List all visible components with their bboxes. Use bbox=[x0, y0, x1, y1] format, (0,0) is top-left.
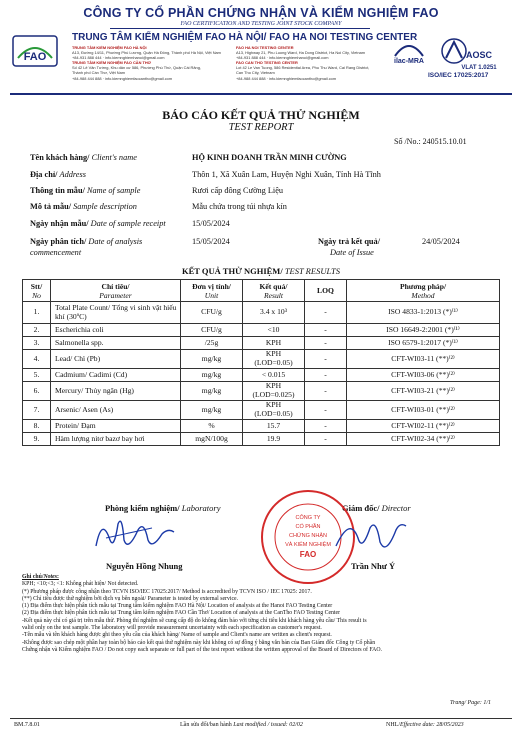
table-row bbox=[23, 382, 500, 401]
field-label-en: Name of sample bbox=[86, 186, 141, 195]
field-value-analysis: 15/05/2024 bbox=[192, 237, 230, 246]
cell-unit: % bbox=[181, 420, 243, 433]
cell-unit: CFU/g bbox=[181, 302, 243, 324]
header-method bbox=[347, 280, 500, 302]
revision-label-en: Last modified / issued: bbox=[233, 722, 288, 728]
stamp-center-line: VÀ KIỂM NGHIỆM bbox=[285, 542, 331, 548]
cell-method: ISO 6579-1:2017 (*)⁽¹⁾ bbox=[347, 337, 500, 350]
right-address-line: FAO HA NOI TESTING CENTER bbox=[236, 45, 294, 50]
header-unit bbox=[181, 280, 243, 302]
cell-result: KPH (LOD=0.05) bbox=[243, 401, 305, 420]
right-address-line: Can Tho City, Vietnam bbox=[236, 70, 275, 76]
cell-parameter: Protein/ Đạm bbox=[51, 420, 181, 433]
field-value-sample-name: Rươi cấp đông Cường Liệu bbox=[192, 186, 284, 195]
cell-loq: - bbox=[305, 401, 347, 420]
field-label-vn: Ngày phân tích/ bbox=[30, 237, 87, 246]
header-no bbox=[23, 280, 51, 302]
header-en: Result bbox=[264, 290, 283, 300]
right-address-line: +84-931 888 444 · info.kiemnghiemhanoi@gmail.com bbox=[236, 55, 329, 61]
header-en: Parameter bbox=[99, 290, 132, 300]
cell-result: KPH bbox=[243, 337, 305, 350]
field-label-en: Date of sample receipt bbox=[90, 219, 166, 228]
sig-label-en: Director bbox=[381, 503, 411, 513]
table-header-row bbox=[23, 280, 500, 302]
aosc-logo-icon bbox=[432, 36, 498, 76]
sig-label-vn: Phòng kiểm nghiệm/ bbox=[105, 503, 180, 513]
note-line: KPH; <10;<3; <1: Không phát hiện/ Not detected. bbox=[22, 581, 139, 588]
field-label-en: commencement bbox=[30, 248, 82, 257]
cell-result: 15.7 bbox=[243, 420, 305, 433]
left-address-line: Thành phố Cần Thơ, Việt Nam bbox=[72, 70, 126, 76]
field-label-analysis-cont bbox=[30, 248, 81, 257]
cell-parameter: Arsenic/ Asen (As) bbox=[51, 401, 181, 420]
table-row bbox=[23, 369, 500, 382]
cell-method: CFT-WI03-01 (**)⁽²⁾ bbox=[347, 401, 500, 420]
table-row bbox=[23, 420, 500, 433]
cell-loq: - bbox=[305, 302, 347, 324]
cell-unit: /25g bbox=[181, 337, 243, 350]
cell-method: CFT-WI03-06 (**)⁽²⁾ bbox=[347, 369, 500, 382]
header-vn: LOQ bbox=[317, 286, 334, 295]
cell-loq: - bbox=[305, 382, 347, 401]
header-parameter bbox=[51, 280, 181, 302]
cell-no: 8. bbox=[23, 420, 51, 433]
cell-parameter: Salmonella spp. bbox=[51, 337, 181, 350]
field-label-en: Address bbox=[59, 170, 86, 179]
right-address-block bbox=[236, 45, 369, 81]
cell-unit: mgN/100g bbox=[181, 433, 243, 446]
cell-loq: - bbox=[305, 433, 347, 446]
table-row bbox=[23, 324, 500, 337]
note-line: (1) Địa điểm thực hiện phân tích mẫu tại Trung tâm kiểm nghiệm FAO Hà Nội/ Location of analysis at the Hanoi FAO Testing Center bbox=[22, 603, 333, 610]
field-label-en: Date of analysis bbox=[88, 237, 143, 246]
cell-parameter: Mercury/ Thủy ngân (Hg) bbox=[51, 382, 181, 401]
notes-heading-en: Notes bbox=[43, 574, 57, 580]
table-row bbox=[23, 337, 500, 350]
field-label-vn: Tên khách hàng/ bbox=[30, 153, 90, 162]
left-address-line: TRUNG TÂM KIỂM NGHIỆM FAO CẦN THƠ bbox=[72, 60, 151, 66]
field-label-en: Sample description bbox=[73, 202, 137, 211]
left-address-line: +84-988 444 888 · info.kiemnghiemfaocantho@gmail.com bbox=[72, 75, 173, 81]
cell-no: 3. bbox=[23, 337, 51, 350]
notes-heading-vn: Ghi chú/ bbox=[22, 574, 44, 580]
director-handwritten-signature bbox=[330, 512, 410, 562]
cell-parameter: Lead/ Chì (Pb) bbox=[51, 350, 181, 369]
ilac-mra-logo-icon bbox=[392, 38, 426, 68]
field-value-address: Thôn 1, Xã Xuân Lam, Huyện Nghi Xuân, Tỉnh Hà Tĩnh bbox=[192, 170, 381, 179]
header-en: Method bbox=[411, 290, 435, 300]
right-address-line: +84-988 444 888 · info.kiemnghiemfaocantho@gmail.com bbox=[236, 75, 337, 81]
director-name: Trần Như Ý bbox=[351, 561, 396, 571]
cell-method: CFT-WI02-11 (**)⁽²⁾ bbox=[347, 420, 500, 433]
lab-handwritten-signature bbox=[88, 510, 178, 558]
page-number: Trang/ Page: 1/1 bbox=[450, 700, 492, 706]
field-label-vn: Ngày nhận mẫu/ bbox=[30, 219, 89, 228]
cell-result: < 0.015 bbox=[243, 369, 305, 382]
cell-method: CFT-WI03-21 (**)⁽²⁾ bbox=[347, 382, 500, 401]
cell-unit: mg/kg bbox=[181, 350, 243, 369]
field-label-vn: Thông tin mẫu/ bbox=[30, 186, 85, 195]
cell-loq: - bbox=[305, 420, 347, 433]
cell-no: 6. bbox=[23, 382, 51, 401]
header-divider bbox=[10, 93, 512, 95]
header-vn: Kết quả/ bbox=[259, 281, 288, 291]
cell-loq: - bbox=[305, 350, 347, 369]
cell-loq: - bbox=[305, 337, 347, 350]
table-row bbox=[23, 350, 500, 369]
field-label-analysis bbox=[30, 237, 142, 246]
right-address-line: Lot 42 Le Van Tuong, 586 Residential Area, Phu Thu Ward, Cai Rang District, bbox=[236, 65, 370, 71]
cell-unit: mg/kg bbox=[181, 382, 243, 401]
sig-label-en: Laboratory bbox=[181, 503, 221, 513]
cell-parameter: Hàm lượng nitơ bazơ bay hơi bbox=[51, 433, 181, 446]
cell-no: 2. bbox=[23, 324, 51, 337]
revision-info bbox=[180, 722, 303, 728]
revision-value: 02/02 bbox=[289, 722, 303, 728]
field-label-vn: Địa chỉ/ bbox=[30, 170, 58, 179]
field-label-sample-name bbox=[30, 186, 140, 195]
cell-no: 5. bbox=[23, 369, 51, 382]
header-loq bbox=[305, 280, 347, 302]
note-line: Chứng nhận và Kiểm nghiệm FAO / Do not copy each separate or full part of the test report without the written approval of the Board of Directors of FAO. bbox=[22, 646, 382, 653]
stamp-center-line: CỔ PHẦN bbox=[295, 524, 321, 530]
field-value-issue: 24/05/2024 bbox=[422, 237, 460, 246]
form-code: BM.7.8.01 bbox=[14, 722, 40, 728]
effective-label-vn: NHL/ bbox=[386, 722, 400, 728]
left-address-line: TRUNG TÂM KIỂM NGHIỆM FAO HÀ NỘI bbox=[72, 45, 147, 50]
effective-date bbox=[386, 722, 464, 728]
note-line: (**) Chỉ tiêu được thử nghiệm bởi dịch vụ bên ngoài/ Parameter is tested by external service. bbox=[22, 595, 239, 602]
field-value-client: HỘ KINH DOANH TRẦN MINH CƯỜNG bbox=[192, 153, 347, 162]
cell-parameter: Total Plate Count/ Tổng vi sinh vật hiếu khí (30ºC) bbox=[51, 302, 181, 324]
notes-heading: Ghi chú/Notes: bbox=[22, 574, 59, 580]
cell-method: CFT-WI02-34 (**)⁽²⁾ bbox=[347, 433, 500, 446]
results-title-vn: KẾT QUẢ THỬ NGHIỆM/ bbox=[182, 266, 283, 276]
right-address-line: A13, Highway 21, Phu Luong Ward, Ha Dong District, Ha Noi City, Vietnam bbox=[236, 50, 366, 56]
note-line: -Tên mẫu và tên khách hàng được ghi theo yêu cầu của khách hàng/ Name of sample and Client's name are written as client's request. bbox=[22, 632, 332, 639]
footer-divider bbox=[10, 718, 512, 719]
field-label-issue-en bbox=[330, 248, 374, 257]
revision-label-vn: Lần sửa đổi/ban hành bbox=[180, 722, 232, 728]
note-line: -Không được sao chép một phần hay toàn bộ báo cáo kết quả thử nghiệm này khi không có sự đồng ý bằng văn bản của Ban Giám đốc Công ty Cổ phần bbox=[22, 639, 376, 646]
left-address-line: A13, Đường 14/11, Phường Phú Lương, Quận Hà Đông, Thành phố Hà Nội, Việt Nam bbox=[72, 50, 221, 56]
cell-unit: mg/kg bbox=[181, 401, 243, 420]
vlat-code: VLAT 1.0251 bbox=[461, 65, 497, 71]
cell-method: ISO 16649-2:2001 (*)⁽¹⁾ bbox=[347, 324, 500, 337]
cell-loq: - bbox=[305, 324, 347, 337]
results-section-title bbox=[0, 266, 522, 276]
company-name-en: FAO CERTIFICATION AND TESTING JOINT STOCK COMPANY bbox=[180, 21, 342, 27]
cell-parameter: Escherichia coli bbox=[51, 324, 181, 337]
report-subtitle: TEST REPORT bbox=[228, 122, 294, 133]
stamp-center-line: CHỨNG NHẬN bbox=[288, 533, 328, 539]
field-label-client bbox=[30, 153, 137, 162]
left-address-line: +84-931 888 444 · info.kiemnghiemhanoi@gmail.com bbox=[72, 55, 165, 61]
table-row bbox=[23, 302, 500, 324]
field-label-receipt bbox=[30, 219, 166, 228]
header-vn: Chỉ tiêu/ bbox=[101, 281, 130, 291]
left-address-line: Số 42 Lê Văn Tường, Khu dân cư 586, Phường Phú Thứ, Quận Cái Răng, bbox=[72, 65, 201, 71]
cell-method: ISO 4833-1:2013 (*)⁽¹⁾ bbox=[347, 302, 500, 324]
field-value-description: Mẫu chứa trong túi nhựa kín bbox=[192, 202, 287, 211]
cell-result: KPH (LOD=0.025) bbox=[243, 382, 305, 401]
field-label-address bbox=[30, 170, 86, 179]
field-label-description bbox=[30, 202, 137, 211]
header-underline bbox=[110, 28, 370, 29]
note-line: (*) Phương pháp được công nhận theo TCVN ISO/IEC 17025:2017/ Method is accredited by TCVN ISO / IEC 17025: 2017. bbox=[22, 588, 312, 595]
cell-no: 1. bbox=[23, 302, 51, 324]
cell-result: 3.4 x 10³ bbox=[243, 302, 305, 324]
effective-label-en: Effective date: bbox=[400, 722, 435, 728]
cell-parameter: Cadmium/ Cadimi (Cd) bbox=[51, 369, 181, 382]
left-address-block bbox=[72, 45, 221, 81]
cell-no: 9. bbox=[23, 433, 51, 446]
field-label-en: Date of Issue bbox=[330, 248, 374, 257]
iso-accreditation: ISO/IEC 17025:2017 bbox=[428, 72, 489, 79]
fao-logo-text: FAO bbox=[23, 51, 47, 63]
cell-method: CFT-WI03-11 (**)⁽²⁾ bbox=[347, 350, 500, 369]
notes-block bbox=[22, 574, 502, 654]
ilac-logo-text: ilac-MRA bbox=[394, 58, 424, 65]
company-name: CÔNG TY CỔ PHẦN CHỨNG NHẬN VÀ KIỂM NGHIỆM FAO bbox=[83, 6, 439, 20]
note-line: -Kết quả này chỉ có giá trị trên mẫu thử. Phòng thí nghiệm sẽ cung cấp độ do không đảm bảo với từng chỉ tiêu khi khách hàng yêu cầu/ This result is bbox=[22, 617, 367, 624]
table-row bbox=[23, 433, 500, 446]
testing-center-title: TRUNG TÂM KIỂM NGHIỆM FAO HÀ NỘI/ FAO HA NOI TESTING CENTER bbox=[72, 32, 418, 43]
header-vn: Đơn vị tính/ bbox=[192, 281, 231, 291]
sig-label-vn: Giám đốc/ bbox=[342, 503, 380, 513]
note-line: valid only on the test sample. The laboratory will provide measurement uncertainty with each specification as customer's request. bbox=[22, 625, 322, 632]
stamp-center-line: FAO bbox=[299, 550, 317, 559]
cell-result: KPH (LOD=0.05) bbox=[243, 350, 305, 369]
header-vn: Phương pháp/ bbox=[399, 281, 447, 291]
report-number: Số /No.: 240515.10.01 bbox=[394, 137, 467, 146]
header-vn: Stt/ bbox=[30, 281, 43, 291]
cell-no: 7. bbox=[23, 401, 51, 420]
header-result bbox=[243, 280, 305, 302]
aosc-logo-text: AOSC bbox=[465, 50, 493, 60]
report-title: BÁO CÁO KẾT QUẢ THỬ NGHIỆM bbox=[162, 108, 360, 122]
cell-loq: - bbox=[305, 369, 347, 382]
header-en: No bbox=[32, 290, 41, 300]
field-label-vn: Ngày trả kết quả/ bbox=[318, 237, 380, 246]
effective-value: 28/05/2023 bbox=[436, 722, 464, 728]
cell-result: 19.9 bbox=[243, 433, 305, 446]
table-row bbox=[23, 401, 500, 420]
results-table bbox=[22, 279, 500, 446]
results-title-en: TEST RESULTS bbox=[284, 266, 340, 276]
note-line: (2) Địa điểm thực hiện phân tích mẫu tại Trung tâm kiểm nghiệm FAO Cần Thơ/ Location of analysis at the CanTho FAO Testing Center bbox=[22, 610, 341, 617]
fao-logo-icon bbox=[12, 34, 58, 68]
field-label-en: Client's name bbox=[91, 153, 137, 162]
field-label-issue bbox=[318, 237, 380, 246]
cell-unit: CFU/g bbox=[181, 324, 243, 337]
lab-signatory-name: Nguyễn Hồng Nhung bbox=[106, 561, 183, 571]
cell-result: <10 bbox=[243, 324, 305, 337]
stamp-center-line: CÔNG TY bbox=[295, 515, 321, 521]
header-en: Unit bbox=[204, 290, 219, 300]
right-address-line: FAO CAN THO TESTING CENTER bbox=[236, 60, 298, 66]
field-label-vn: Mô tả mẫu/ bbox=[30, 202, 72, 211]
cell-no: 4. bbox=[23, 350, 51, 369]
field-value-receipt: 15/05/2024 bbox=[192, 219, 230, 228]
cell-unit: mg/kg bbox=[181, 369, 243, 382]
